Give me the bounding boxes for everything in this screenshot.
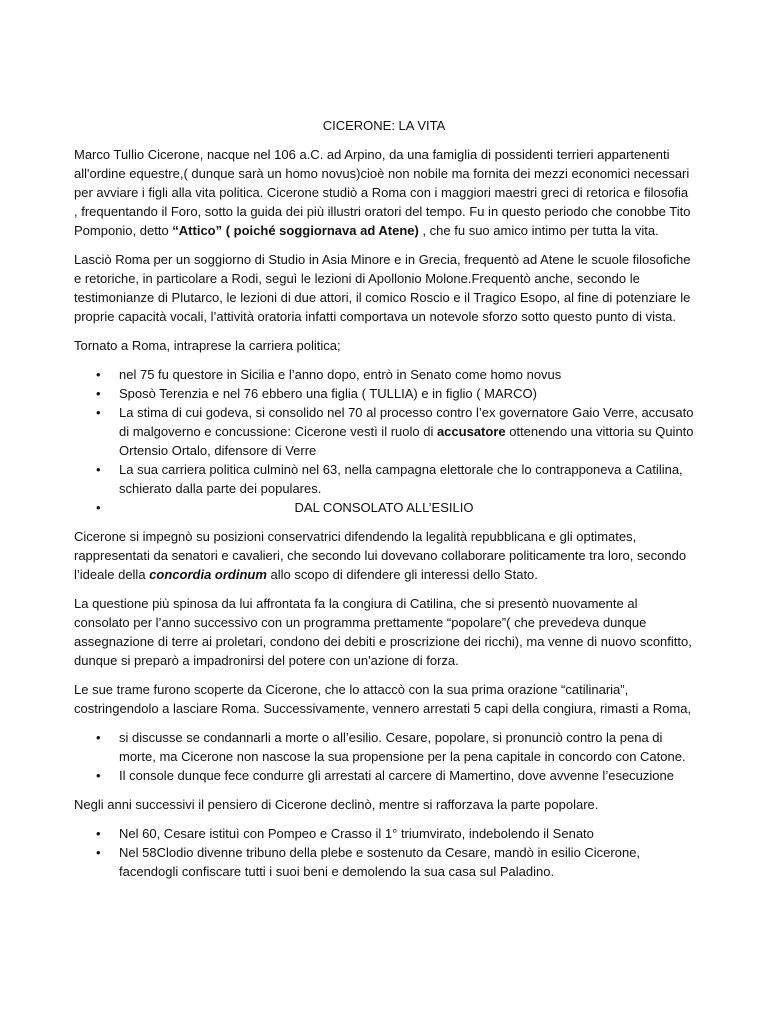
list-item-empty: [74, 498, 694, 517]
list-item: [74, 824, 694, 843]
bullet-icon: •: [96, 768, 101, 783]
bullet-icon: •: [96, 405, 101, 420]
list-item: [74, 365, 694, 384]
paragraph-decline: Negli anni successivi il pensiero di Cicerone declinò, mentre si rafforzava la parte popolare.: [74, 797, 599, 812]
conspiracy-list: [74, 728, 694, 785]
bullet-icon: •: [96, 845, 101, 860]
concordia-ordinum-text: concordia ordinum: [149, 567, 267, 582]
paragraph-conspiracy: Le sue trame furono scoperte da Cicerone, che lo attaccò con la sua prima orazione “catilinaria”, costringendolo a lasciare Roma. Successivamente, vennero arrestati 5 capi della congiura, rimasti a Roma,: [74, 682, 692, 716]
paragraph-career-intro: Tornato a Roma, intraprese la carriera politica;: [74, 338, 341, 353]
list-item: [74, 843, 694, 881]
section-heading: DAL CONSOLATO ALL’ESILIO: [294, 500, 474, 515]
list-item-text: nel 75 fu questore in Sicilia e l’anno dopo, entrò in Senato come homo novus: [119, 367, 562, 382]
bullet-icon: •: [96, 500, 101, 515]
list-item-text: La sua carriera politica culminò nel 63, nella campagna elettorale che lo contrapponeva a Catilina, schierato dalla parte dei populares.: [119, 462, 683, 496]
list-item: [74, 403, 694, 460]
paragraph-catilina: La questione più spinosa da lui affrontata fa la congiura di Catilina, che si presentò nuovamente al consolato per l’anno successivo con un programma prettamente “popolare”( che prevedeva dunque assegnazione di terre ai proletari, condono dei debiti e proscrizione dei ricchi), ma venne di nuovo sconfitto, dunque si preparò a impadronirsi del potere con un'azione di forza.: [74, 596, 692, 668]
list-item-text: si discusse se condannarli a morte o all’esilio. Cesare, popolare, si pronunciò contro la pena di morte, ma Cicerone non nascose la sua propensione per la pena capitale in concordo con Catone.: [119, 730, 686, 764]
attico-bold-text: “Attico” ( poiché soggiornava ad Atene): [172, 223, 419, 238]
list-item: [74, 728, 694, 766]
bullet-icon: •: [96, 826, 101, 841]
paragraph-birth-text: Marco Tullio Cicerone, nacque nel 106 a.C. ad Arpino, da una famiglia di possidenti terrieri appartenenti all'ordine equestre,( dunque sarà un homo novus)cioè non nobile ma fornita dei mezzi economici necessari per avviare i figli alla vita politica. Cicerone studiò a Roma con i maggiori maestri greci di retorica e filosofia , frequentando il Foro, sotto la guida dei più illustri oratori del tempo. Fu in questo periodo che conobbe Tito Pomponio, detto: [74, 147, 691, 238]
paragraph-birth-end: , che fu suo amico intimo per tutta la vita.: [418, 223, 659, 238]
bullet-icon: •: [96, 367, 101, 382]
paragraph-travels: Lasciò Roma per un soggiorno di Studio in Asia Minore e in Grecia, frequentò ad Atene le scuole filosofiche e retoriche, in particolare a Rodi, seguì le lezioni di Apollonio Molone.Frequentò anche, secondo le testimonianze di Plutarco, le lezioni di due attori, il comico Roscio e il Tragico Esopo, al fine di potenziare le proprie capacità vocali, l’attività oratoria infatti comportava un notevole sforzo sotto questo punto di vista.: [74, 252, 691, 324]
list-item-text: Nel 58Clodio divenne tribuno della plebe e sostenuto da Cesare, mandò in esilio Cicerone, facendogli confiscare tutti i suoi beni e demolendo la sua casa sul Paladino.: [119, 845, 641, 879]
list-item-text: Il console dunque fece condurre gli arrestati al carcere di Mamertino, dove avvenne l’esecuzione: [119, 768, 674, 783]
bullet-icon: •: [96, 462, 101, 477]
document-title: CICERONE: LA VITA: [322, 118, 446, 133]
paragraph-consulate-text: Cicerone si impegnò su posizioni conservatrici difendendo la legalità repubblicana e gli optimates, rappresentati da senatori e cavalieri, che secondo lui dovevano collaborare politicamente tra loro, secondo l’ideale della: [74, 529, 687, 582]
list-item: [74, 384, 694, 403]
bullet-icon: •: [96, 386, 101, 401]
list-item-text: Nel 60, Cesare istituì con Pompeo e Crasso il 1° triumvirato, indebolendo il Senato: [119, 826, 594, 841]
list-item: [74, 766, 694, 785]
paragraph-consulate: [74, 527, 694, 584]
bullet-icon: •: [96, 730, 101, 745]
exile-list: [74, 824, 694, 881]
list-item-text-end: ottenendo una vittoria su Quinto Ortensio Ortalo, difensore di Verre: [119, 424, 694, 458]
list-item: [74, 460, 694, 498]
list-item-text: La stima di cui godeva, si consolido nel 70 al processo contro l’ex governatore Gaio Verre, accusato di malgoverno e concussione: Cicerone vestì il ruolo di: [119, 405, 694, 439]
accusatore-bold-text: accusatore: [436, 424, 506, 439]
list-item-text: Sposò Terenzia e nel 76 ebbero una figlia ( TULLIA) e in figlio ( MARCO): [119, 386, 537, 401]
paragraph-birth: [74, 145, 694, 240]
career-list: [74, 365, 694, 517]
paragraph-consulate-end: allo scopo di difendere gli interessi dello Stato.: [266, 567, 538, 582]
